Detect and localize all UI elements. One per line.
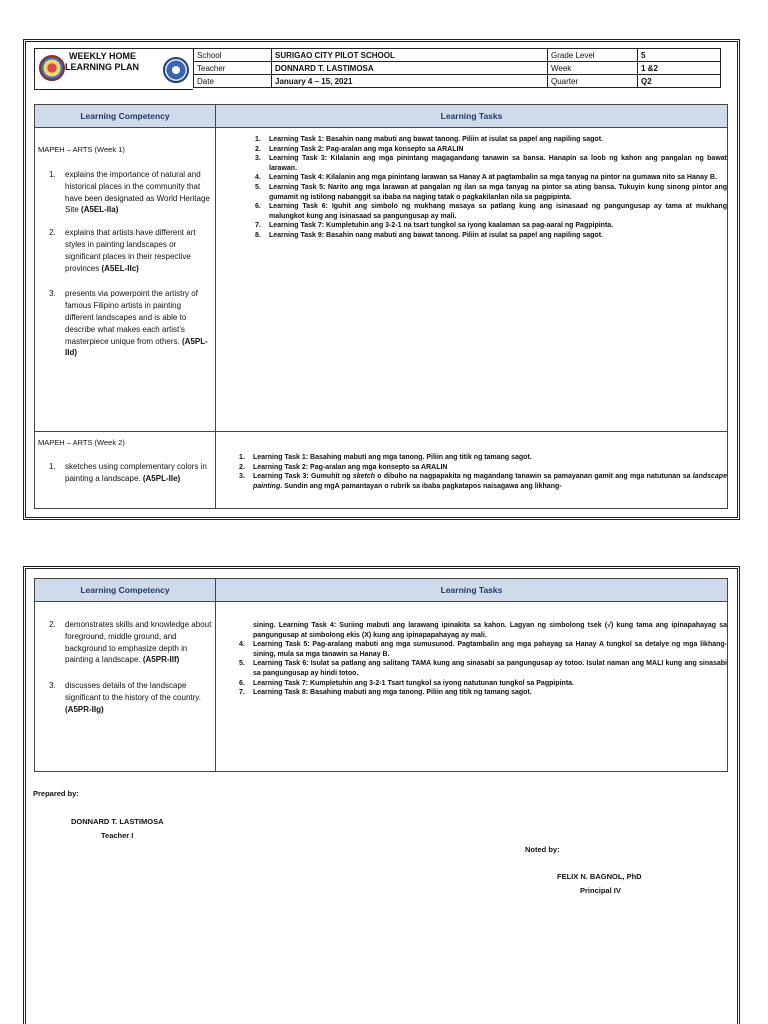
page-2 — [23, 566, 740, 1024]
column-divider — [215, 105, 216, 508]
task-text: Learning Task 5: Pag-aralang mabuti ang mga sumusunod. Pagtambalin ang mga pahayag sa Hanay A tungkol sa detalye ng mga likhang-sining, mula sa mga tanawin sa Hanay B. — [253, 641, 727, 658]
grade-level-label: Grade Level — [548, 49, 638, 62]
task-text: sining. Learning Task 4: Suriing mabuti ang larawang ipinakita sa kahon. Lagyan ng simbolong tsek (√) kung tama ang ipinapahayag sa pangungusap at simbolong ekis (X) kung ang ipinapapahayag ay mali. — [253, 622, 727, 639]
school-label: School — [194, 49, 272, 62]
task-number: 8. — [255, 231, 261, 239]
task-text: Learning Task 6: Isulat sa patlang ang salitang TAMA kung ang sinasabi sa pangungusap ay totoo. Isulat naman ang MALI kung ang sinasabi sa pangungusap ay hindi totoo. — [253, 660, 727, 677]
competency-number: 2. — [49, 228, 56, 238]
competency-code: (A5EL-IIc) — [101, 263, 139, 273]
competency-code: (A5PR-IIf) — [142, 655, 180, 665]
week2-heading — [38, 438, 125, 447]
task-text: o dibuho na nagpapakita ng magandang tanawin sa pamayanan gamit ang mga natutunan sa — [375, 473, 693, 481]
competency-text: presents via powerpoint the artistry of famous Filipino artists in painting different landscapes and is able to describe what makes each artist’s masterpiece unique from others. — [65, 289, 198, 346]
task-text: Learning Task 3: Gumuhit ng — [253, 473, 353, 481]
competency-code: (A5EL-IIa) — [81, 205, 119, 215]
competency-number: 3. — [49, 289, 56, 299]
table-header — [35, 105, 727, 128]
task-text: Learning Task 6: Iguhit ang simbolo ng mukhang masaya sa patlang kung ang isinasaad ng pangungusap ay tama at mukhang malungkot kung ang isinasaad sa pangungusap ay mali. — [269, 203, 727, 220]
tasks-column-header: Learning Tasks — [440, 111, 503, 121]
competency-text: discusses details of the landscape significant to the history of the country. — [65, 681, 201, 702]
deped-seal-icon — [39, 55, 65, 81]
page-1 — [23, 39, 740, 520]
grade-level-value: 5 — [638, 49, 721, 62]
competency-code: (A5PR-IIg) — [65, 704, 104, 714]
info-row-date — [194, 75, 721, 88]
task-text-italic: landscape painting — [253, 473, 727, 490]
week2-heading-week: (Week 2) — [92, 438, 125, 447]
task-text: Learning Task 8: Basahing mabuti ang mga tanong. Piliin ang titik ng tamang sagot. — [253, 689, 532, 697]
task-number: 2. — [239, 463, 245, 471]
task-item — [253, 154, 727, 173]
competency-item — [49, 227, 211, 274]
quarter-value: Q2 — [638, 75, 721, 88]
division-seal-icon — [163, 57, 189, 83]
task-text: Learning Task 4: Kilalanin ang mga pinintang larawan sa Hanay A at pagtambalin sa mga tanyag na pintor na gumawa nito sa Hanay B. — [269, 174, 717, 182]
task-item — [237, 688, 727, 698]
week2-heading-subject: MAPEH – ARTS — [38, 438, 93, 447]
task-number: 7. — [255, 222, 261, 230]
task-item — [237, 453, 727, 463]
week2-task-list — [237, 453, 727, 491]
competency-code: (A5PL-IId) — [65, 336, 208, 358]
plan-title-line2: LEARNING PLAN — [65, 62, 139, 72]
noted-by-name: FELIX N. BAGNOL, PhD — [557, 872, 642, 881]
task-number: 6. — [239, 679, 245, 687]
week2-task-list-continued — [237, 621, 727, 698]
competency-item — [49, 169, 211, 216]
week2-competency-list — [41, 461, 217, 485]
week1-heading-week: (Week 1) — [92, 145, 125, 154]
task-item — [253, 183, 727, 202]
tasks-column-header: Learning Tasks — [440, 585, 503, 595]
plan-title — [65, 51, 143, 73]
task-text-italic: sketch — [352, 473, 375, 481]
competency-number: 2. — [49, 620, 56, 629]
task-item — [253, 135, 727, 145]
task-text: Learning Task 2: Pag-aralan ang mga konsepto sa ARALIN — [269, 145, 464, 153]
competency-item — [49, 619, 215, 666]
plan-title-line1: WEEKLY HOME — [69, 51, 137, 61]
task-item — [253, 231, 727, 241]
task-number: 3. — [255, 155, 261, 163]
task-number: 6. — [255, 203, 261, 211]
week2-competency-list-continued — [41, 619, 215, 716]
logo-box — [34, 48, 193, 90]
prepared-by-label: Prepared by: — [33, 789, 79, 798]
teacher-value: DONNARD T. LASTIMOSA — [272, 62, 548, 75]
competency-number: 1. — [49, 462, 56, 471]
school-value: SURIGAO CITY PILOT SCHOOL — [272, 49, 548, 62]
task-text: Learning Task 9: Basahin nang mabuti ang bawat tanong. Piliin at isulat sa papel ang napiling sagot. — [269, 231, 603, 239]
week1-heading — [38, 145, 125, 154]
info-row-teacher — [194, 62, 721, 75]
task-item — [237, 472, 727, 491]
competency-column-header: Learning Competency — [80, 111, 170, 121]
competency-code: (A5PL-IIe) — [142, 473, 181, 483]
competency-number: 3. — [49, 681, 56, 691]
task-number: 7. — [239, 689, 245, 697]
task-number: 2. — [255, 145, 261, 153]
competency-text: demonstrates skills and knowledge about foreground, middle ground, and background to emphasize depth in painting a landscape. — [65, 620, 212, 665]
task-text: Learning Task 1: Basahin nang mabuti ang bawat tanong. Piliin at isulat sa papel ang napiling sagot. — [269, 136, 603, 143]
task-text: Learning Task 5: Narito ang mga larawan at pangalan ng ilan sa mga tanyag na pintor sa ating bansa. Tukuyin kung sinong pintor ang gumamit ng istilong nabanggit sa ibaba na naging tatak o pagkakilanlan nila sa pagpipinta. — [269, 183, 727, 201]
competency-column-header: Learning Competency — [80, 585, 170, 595]
competency-item — [49, 680, 215, 715]
task-continuation — [237, 621, 727, 640]
task-text: Learning Task 1: Basahing mabuti ang mga tanong. Piliin ang titik ng tamang sagot. — [253, 454, 532, 461]
column-divider — [215, 579, 216, 771]
week1-task-list — [253, 135, 727, 241]
task-item — [237, 659, 727, 678]
competency-text: sketches using complementary colors in painting a landscape. — [65, 462, 207, 483]
task-item — [237, 640, 727, 659]
task-number: 4. — [255, 174, 261, 182]
noted-by-title: Principal IV — [580, 886, 621, 895]
task-number: 3. — [239, 473, 245, 481]
task-text: Learning Task 7: Kumpletuhin ang 3-2-1 na tsart tungkol sa iyong kaalaman sa pag-aaral ng Pagpipinta. — [269, 222, 614, 230]
date-label: Date — [194, 75, 272, 88]
competency-item — [49, 288, 211, 359]
competency-item — [49, 461, 217, 485]
task-number: 5. — [239, 660, 245, 668]
date-value: January 4 – 15, 2021 — [272, 75, 548, 88]
week-label: Week — [548, 62, 638, 75]
task-item — [237, 679, 727, 689]
task-number: 5. — [255, 183, 261, 191]
row-divider — [35, 431, 727, 432]
task-number: 1. — [255, 136, 261, 143]
task-text: Learning Task 3: Kilalanin ang mga pinintang magagandang tanawin sa bansa. Hanapin sa loob ng kahon ang pangalan ng bawat larawan. — [269, 155, 727, 172]
week1-competency-list — [41, 169, 211, 359]
competency-text: explains that artists have different art styles in painting landscapes or significant places in their respective provinces — [65, 228, 196, 273]
info-row-school — [194, 49, 721, 62]
teacher-label: Teacher — [194, 62, 272, 75]
school-info-table — [193, 48, 721, 88]
task-item — [253, 173, 727, 183]
task-number: 4. — [239, 641, 245, 649]
plan-header — [34, 48, 728, 90]
table-header — [35, 579, 727, 602]
competency-text: explains the importance of natural and historical places in the community that have been designated as World Heritage Site — [65, 170, 210, 215]
task-text: . Sundin ang mgA pamantayan o rubrik sa ibaba pagkatapos naisagawa ang likhang- — [280, 482, 562, 490]
prepared-by-title: Teacher I — [101, 831, 134, 840]
prepared-by-name: DONNARD T. LASTIMOSA — [71, 817, 164, 826]
task-item — [253, 202, 727, 221]
noted-by-label: Noted by: — [525, 845, 560, 854]
task-item — [253, 221, 727, 231]
quarter-label: Quarter — [548, 75, 638, 88]
task-text: Learning Task 2: Pag-aralan ang mga konsepto sa ARALIN — [253, 463, 448, 471]
task-text: Learning Task 7: Kumpletuhin ang 3-2-1 Tsart tungkol sa iyong natutunan tungkol sa Pagpipinta. — [253, 679, 574, 687]
week1-heading-subject: MAPEH – ARTS — [38, 145, 93, 154]
task-item — [237, 463, 727, 473]
task-number: 1. — [239, 454, 245, 461]
task-item — [253, 145, 727, 155]
competency-number: 1. — [49, 170, 56, 179]
learning-plan-table-continued — [34, 578, 728, 772]
learning-plan-table — [34, 104, 728, 509]
week-value: 1 &2 — [638, 62, 721, 75]
